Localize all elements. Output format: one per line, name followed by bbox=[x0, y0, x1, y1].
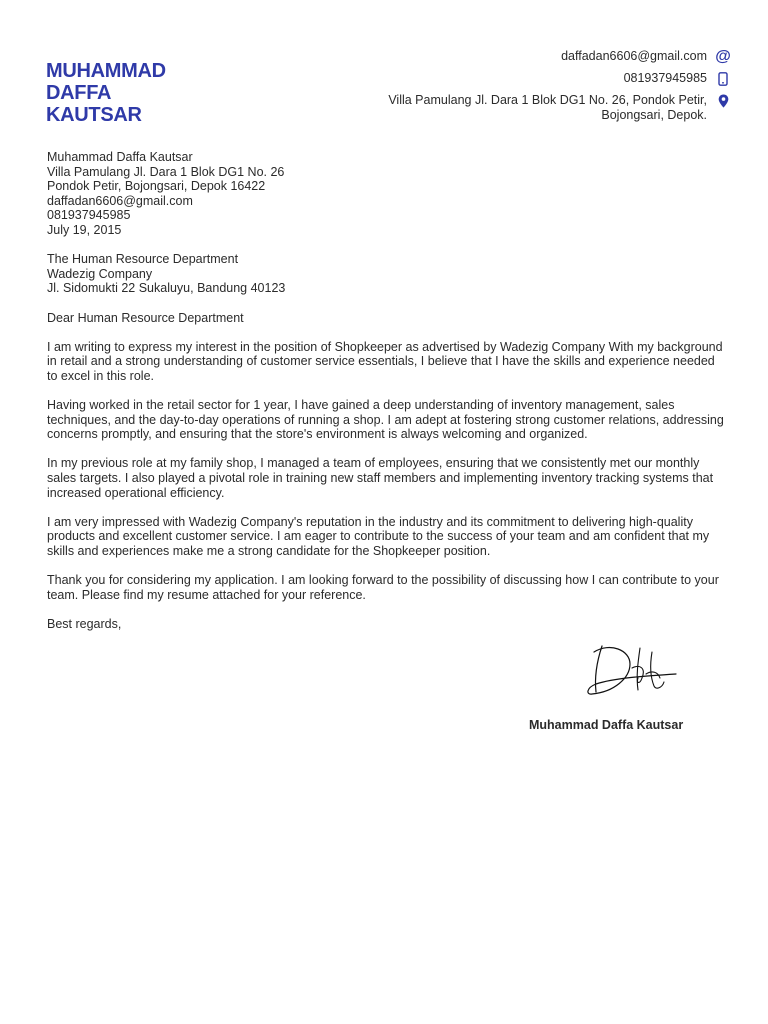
name-line-first: MUHAMMAD bbox=[46, 60, 166, 82]
salutation: Dear Human Resource Department bbox=[47, 310, 244, 325]
letter-date: July 19, 2015 bbox=[47, 222, 122, 237]
sender-email: daffadan6606@gmail.com bbox=[47, 193, 193, 208]
at-icon: @ bbox=[715, 48, 731, 65]
contact-phone-row bbox=[310, 71, 730, 86]
signer-name: Muhammad Daffa Kautsar bbox=[529, 718, 684, 732]
handwritten-signature bbox=[584, 638, 680, 700]
closing: Best regards, bbox=[47, 617, 122, 631]
body-paragraph-3: In my previous role at my family shop, I managed a team of employees, ensuring that we consistently met our monthly sales targets. I also played a pivotal role in training new staff members and implementing inventory tracking systems that increased operational efficiency. bbox=[47, 456, 714, 500]
name-line-last: KAUTSAR bbox=[46, 104, 142, 126]
sender-address-block bbox=[47, 150, 727, 238]
sender-address-line-1: Villa Pamulang Jl. Dara 1 Blok DG1 No. 26 bbox=[47, 164, 285, 179]
contact-info bbox=[310, 49, 730, 130]
name-line-middle: DAFFA bbox=[46, 82, 112, 104]
sender-address-line-2: Pondok Petir, Bojongsari, Depok 16422 bbox=[47, 179, 266, 194]
recipient-department: The Human Resource Department bbox=[47, 252, 239, 267]
contact-phone: 081937945985 bbox=[623, 71, 707, 85]
sender-name: Muhammad Daffa Kautsar bbox=[47, 150, 193, 164]
sender-phone: 081937945985 bbox=[47, 208, 131, 223]
body-paragraph-1: I am writing to express my interest in the position of Shopkeeper as advertised by Wadezig Company With my background in retail and a strong understanding of customer service essentials, I believe that I have the skills and experience needed to excel in this role. bbox=[47, 339, 723, 383]
recipient-address: Jl. Sidomukti 22 Sukaluyu, Bandung 40123 bbox=[47, 281, 286, 296]
phone-icon bbox=[716, 71, 730, 86]
recipient-company: Wadezig Company bbox=[47, 266, 153, 281]
recipient-address-block bbox=[47, 252, 727, 296]
contact-email: daffadan6606@gmail.com bbox=[561, 49, 707, 63]
location-pin-icon bbox=[716, 93, 730, 108]
applicant-name-heading bbox=[46, 60, 166, 126]
contact-address-row bbox=[310, 93, 730, 123]
letter-body bbox=[47, 150, 727, 646]
contact-email-row bbox=[310, 49, 730, 64]
body-paragraph-4: I am very impressed with Wadezig Company's reputation in the industry and its commitment to delivering high-quality products and excellent customer service. I am eager to contribute to the success of your team and am confident that my skills and experiences make me a strong candidate for the Shopkeeper position. bbox=[47, 514, 710, 559]
contact-address: Villa Pamulang Jl. Dara 1 Blok DG1 No. 26, Pondok Petir, Bojongsari, Depok. bbox=[388, 93, 707, 122]
body-paragraph-5: Thank you for considering my application. I am looking forward to the possibility of discussing how I can contribute to your team. Please find my resume attached for your reference. bbox=[47, 573, 719, 602]
body-paragraph-2: Having worked in the retail sector for 1 year, I have gained a deep understanding of inventory management, sales techniques, and the day-to-day operations of running a shop. I am adept at fostering strong customer relations, addressing concerns promptly, and ensuring that the store's environment is always welcoming and organized. bbox=[47, 398, 724, 442]
